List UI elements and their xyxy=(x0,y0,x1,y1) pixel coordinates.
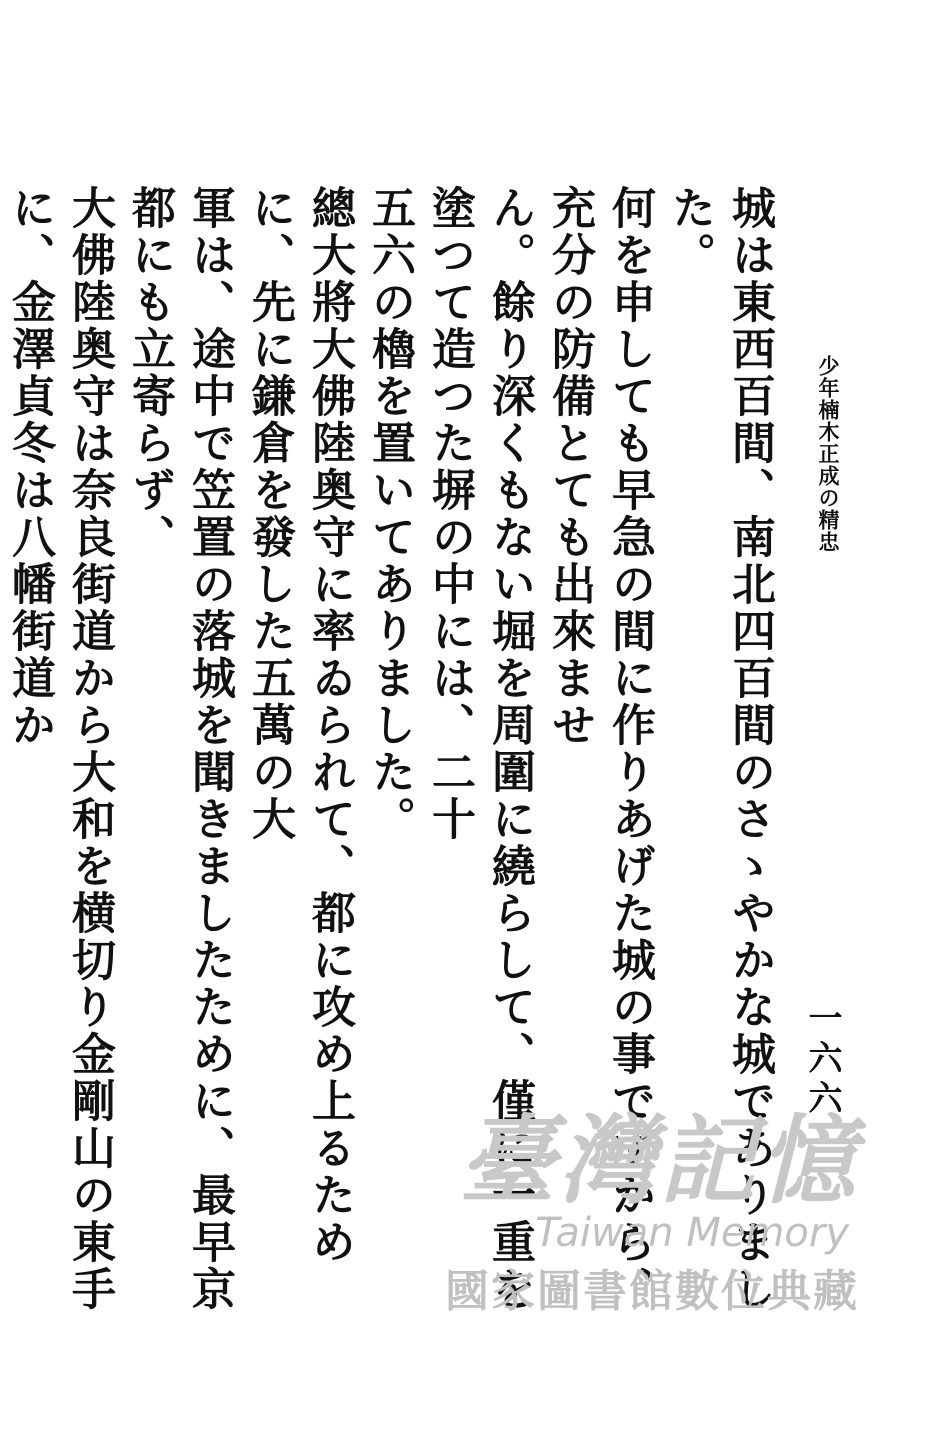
text-column: 總大將大佛陸奥守に率ゐられて、都に攻め上るために、先に鎌倉を發した五萬の大 xyxy=(244,185,355,1266)
running-title: 少年楠木正成の精忠 xyxy=(816,355,841,553)
watermark-chinese: 國家圖書館數位典藏 xyxy=(445,1266,859,1317)
text-column: 大佛陸奥守は奈良街道から大和を横切り金剛山の東手に、金澤貞冬は八幡街道か xyxy=(4,185,115,1313)
watermark-english: Taiwan Memory xyxy=(535,1210,849,1256)
text-column: 城は東西百間、南北四百間のさゝやかな城でありました。 xyxy=(664,185,775,1313)
watermark xyxy=(399,1085,859,1315)
text-column: 五六の櫓を置いてありました。 xyxy=(364,185,415,843)
text-column: ん。餘り深くもない堀を周圍に繞らして、僅に一重を塗つて造つた塀の中には、二十 xyxy=(424,185,535,1313)
text-column: 何を申しても早急の間に作りあげた城の事ですから、充分の防備とても出來ませ xyxy=(544,185,655,1313)
page-number: 一六六 xyxy=(802,1000,842,1120)
text-column: 軍は、途中で笠置の落城を聞きましたために、最早京都にも立寄らず、 xyxy=(124,185,235,1313)
watermark-logo-text: 臺灣記憶 xyxy=(459,1104,859,1217)
